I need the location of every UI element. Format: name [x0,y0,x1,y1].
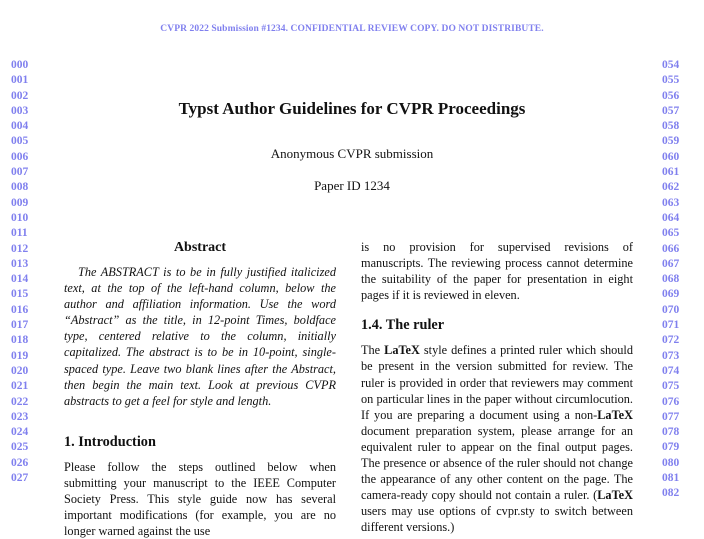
ruler-line-number: 023 [11,410,29,423]
ruler-line-number: 074 [662,364,680,377]
ruler-line-number: 080 [662,456,680,469]
ruler-line-number: 058 [662,120,680,133]
author-line: Anonymous CVPR submission [270,146,434,161]
ruler-line-number: 007 [11,166,29,179]
ruler-line-number: 021 [11,380,29,393]
ruler-line-number: 002 [11,89,29,102]
ruler-line-number: 018 [11,334,29,347]
left-column [64,239,336,539]
text-run: style defines a printed ruler which should be present in the version submitted for review. The ruler is provided in order that reviewers may comment on particular lines in the paper without circumlocution. If you are preparing a document using a non- [361,343,633,422]
latex-word: LaTeX [597,488,633,503]
text-run: document preparation system, please arrange for an equivalent ruler to appear on the final output pages. The presence or absence of the ruler should not change the appearance of any other content on the page. The camera-ready copy should not contain a ruler. ( [361,423,633,503]
ruler-line-number: 056 [662,89,680,102]
latex-word: LaTeX [597,407,633,422]
text-run: users may use options of cvpr.sty to switch between different versions.) [361,504,633,535]
ruler-line-number: 003 [11,104,29,117]
ruler-line-number: 008 [11,181,29,194]
ruler-line-number: 015 [11,288,29,301]
ruler-line-number: 012 [11,242,29,255]
ruler-line-number: 069 [662,288,680,301]
ruler-line-number: 073 [662,349,680,362]
paper-id: Paper ID 1234 [314,178,390,193]
ruler-line-number: 065 [662,227,680,240]
right-column [361,239,633,536]
ruler-line-number: 066 [662,242,680,255]
spacer [361,303,633,316]
ruler-line-number: 062 [662,181,680,194]
ruler-line-number: 060 [662,150,680,163]
ruler-line-number: 061 [662,166,680,179]
ruler-line-number: 011 [11,227,28,240]
ruler-line-number: 064 [662,211,680,224]
paper-title: Typst Author Guidelines for CVPR Proceedings [178,99,526,118]
ruler-line-number: 014 [11,273,29,286]
ruler-line-number: 063 [662,196,680,209]
line-ruler-left [11,58,41,486]
spacer [361,334,633,342]
ruler-line-number: 005 [11,135,29,148]
ruler-line-number: 027 [11,472,29,485]
intro-section-title: 1. Introduction [64,433,156,450]
ruler-line-number: 004 [11,120,29,133]
abstract-text: The ABSTRACT is to be in fully justified italicized text, at the top of the left-hand column, below the author and affiliation information. Use the word “Abstract” as the title, in 12-point Times, boldface type, centered relative to the column, initially capitalized. The abstract is to be in 10-point, single-spaced type. Leave two blank lines after the Abstract, then begin the main text. Look at previous CVPR abstracts to get a feel for style and length. [64,265,336,408]
text-run: The [361,343,385,358]
ruler-line-number: 055 [662,74,680,87]
ruler-line-number: 009 [11,196,29,209]
ruler-line-number: 001 [11,74,29,87]
ruler-line-number: 024 [11,426,29,439]
spacer [64,451,336,459]
ruler-line-number: 076 [662,395,680,408]
ruler-line-number: 079 [662,441,680,454]
ruler-line-number: 022 [11,395,29,408]
ruler-line-number: 071 [662,319,680,332]
continued-paragraph: is no provision for supervised revisions of manuscripts. The reviewing process cannot determine the suitability of the paper for presentation in eight pages if it is reviewed in eleven. [361,240,633,303]
ruler-paragraph [361,342,633,535]
ruler-line-number: 026 [11,456,29,469]
ruler-line-number: 010 [11,211,29,224]
ruler-section-title: 1.4. The ruler [361,317,445,334]
ruler-line-number: 078 [662,426,680,439]
ruler-line-number: 081 [662,472,680,485]
ruler-line-number: 077 [662,410,680,423]
line-ruler-right [662,58,692,502]
spacer [64,409,336,433]
abstract-title: Abstract [173,240,227,255]
ruler-line-number: 057 [662,104,680,117]
intro-paragraph: Please follow the steps outlined below when submitting your manuscript to the IEEE Computer Society Press. This style guide now has several important modifications (for example, you are no longer warned against the use [64,459,336,539]
latex-word: LaTeX [384,343,420,358]
ruler-line-number: 068 [662,273,680,286]
ruler-line-number: 019 [11,349,29,362]
review-header: CVPR 2022 Submission #1234. CONFIDENTIAL REVIEW COPY. DO NOT DISTRIBUTE. [160,24,544,34]
ruler-line-number: 075 [662,380,680,393]
ruler-line-number: 006 [11,150,29,163]
ruler-line-number: 059 [662,135,680,148]
ruler-line-number: 020 [11,364,29,377]
ruler-line-number: 016 [11,303,29,316]
ruler-line-number: 054 [662,59,680,71]
ruler-line-number: 067 [662,257,680,270]
ruler-line-number: 025 [11,441,29,454]
ruler-line-number: 013 [11,257,29,270]
ruler-line-number: 082 [662,487,680,500]
ruler-line-number: 000 [11,59,29,71]
ruler-line-number: 070 [662,303,680,316]
ruler-line-number: 072 [662,334,680,347]
ruler-line-number: 017 [11,319,29,332]
